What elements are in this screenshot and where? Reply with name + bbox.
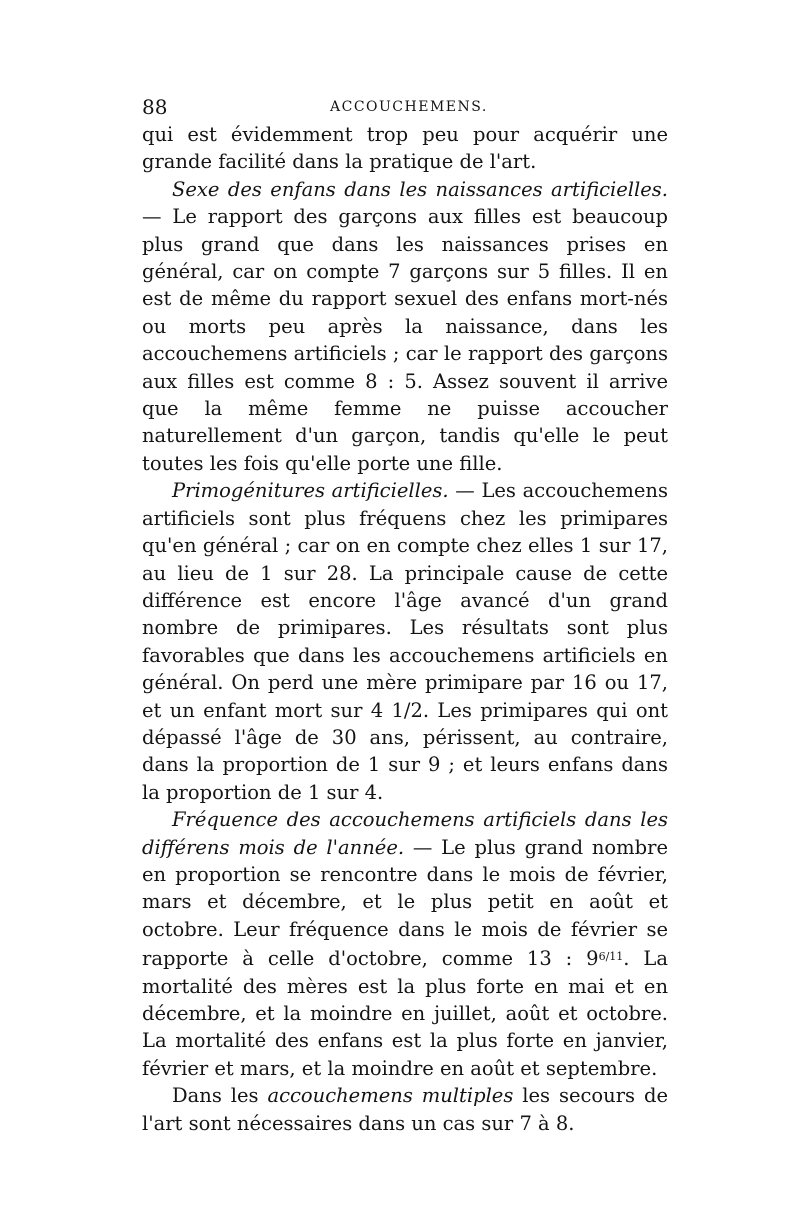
fraction: 6/11: [598, 950, 624, 964]
running-head: ACCOUCHEMENS.: [330, 99, 488, 115]
paragraph-accouchemens-multiples: [142, 1082, 668, 1137]
paragraph-text: . La mortalité des mères est la plus forte en mai et en décembre, et la moindre en juillet, août et octobre. La mortalité des enfans est la plus forte en janvier, février et mars, et la moindre en août et septembre.: [142, 947, 668, 1080]
page-number: 88: [142, 95, 168, 119]
page-header: [142, 95, 668, 121]
paragraph-sexe-des-enfans: [142, 176, 668, 477]
paragraph-text: qui est évidemment trop peu pour acquérir une grande facilité dans la pratique de l'art.: [142, 123, 668, 174]
paragraph-frequence: [142, 806, 668, 1082]
body-text: [142, 121, 668, 1137]
paragraph-continuation: [142, 121, 668, 176]
paragraph-text: les secours de l'art sont nécessaires dans un cas sur 7 à 8.: [142, 1084, 668, 1135]
paragraph-text: — Le rapport des garçons aux filles est beaucoup plus grand que dans les naissances prises en général, car on compte 7 garçons sur 5 filles. Il en est de même du rapport sexuel des enfans mort-nés ou morts peu après la naissance, dans les accouchemens artificiels ; car le rapport des garçons aux filles est comme 8 : 5. Assez souvent il arrive que la même femme ne puisse accoucher naturellement d'un garçon, tandis qu'elle le peut toutes les fois qu'elle porte une fille.: [142, 205, 668, 475]
paragraph-text: — Les accouchemens artificiels sont plus fréquens chez les primipares qu'en général ; car on en compte chez elles 1 sur 17, au lieu de 1 sur 28. La principale cause de cette différence est encore l'âge avancé d'un grand nombre de primipares. Les résultats sont plus favorables que dans les accouchemens artificiels en général. On perd une mère primipare par 16 ou 17, et un enfant mort sur 4 1/2. Les primipares qui ont dépassé l'âge de 30 ans, périssent, au contraire, dans la proportion de 1 sur 9 ; et leurs enfans dans la proportion de 1 sur 4.: [142, 479, 668, 804]
section-heading: Primogénitures artificielles.: [172, 479, 449, 503]
book-page: [142, 95, 668, 1137]
emphasis-term: accouchemens multiples: [267, 1084, 514, 1108]
paragraph-text: — Le plus grand nombre en proportion se rencontre dans le mois de février, mars et décembre, et le plus petit en août et octobre. Leur fréquence dans le mois de février se rapporte à celle d'octobre, comme 13 : 9: [142, 835, 669, 971]
section-heading: Fréquence des accouchemens artificiels dans les différens mois de l'année.: [142, 808, 668, 859]
paragraph-primogenitures: [142, 477, 668, 806]
section-heading: Sexe des enfans dans les naissances artificielles.: [172, 177, 668, 201]
paragraph-lead: Dans les: [172, 1084, 268, 1108]
